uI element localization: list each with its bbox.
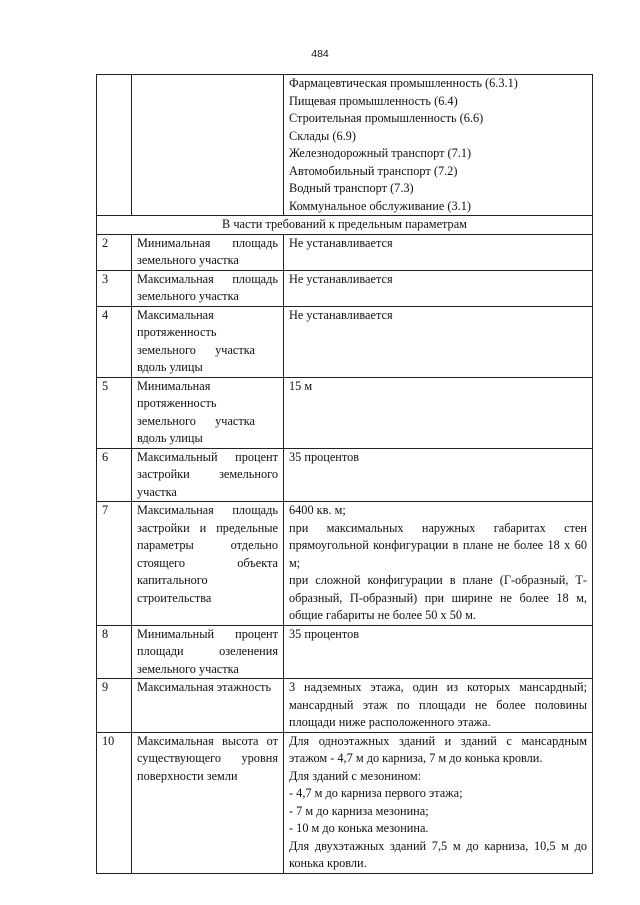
parameter-cell: Максимальная этажность: [132, 679, 284, 733]
value-cell: [284, 679, 593, 733]
table-row: [97, 270, 593, 306]
value-line: 35 процентов: [289, 626, 360, 641]
table-row: [97, 75, 593, 216]
parameter-cell: Минимальная протяженность земельного участка вдоль улицы: [132, 377, 284, 448]
value-line: Для двухэтажных зданий 7,5 м до карниза, 10,5 м до конька кровли.: [289, 838, 587, 870]
section-header-row: [97, 216, 593, 235]
list-item: Фармацевтическая промышленность (6.3.1): [289, 76, 518, 90]
permitted-uses-cell: [284, 75, 593, 216]
value-cell: [284, 306, 593, 377]
section-header: В части требований к предельным параметрам: [97, 216, 593, 235]
row-number-cell: 5: [97, 377, 132, 448]
value-line: Не устанавливается: [289, 271, 393, 286]
value-cell: [284, 625, 593, 679]
land-use-parameters-table: [96, 74, 593, 874]
list-item: Склады (6.9): [289, 128, 356, 143]
value-cell: [284, 270, 593, 306]
list-item: Строительная промышленность (6.6): [289, 111, 484, 125]
value-line: Для зданий с мезонином:: [289, 768, 422, 783]
row-number-cell: 7: [97, 502, 132, 626]
value-line: - 4,7 м до карниза первого этажа;: [289, 786, 463, 800]
value-line: Не устанавливается: [289, 235, 393, 250]
row-number-cell: [97, 75, 132, 216]
row-number-cell: 9: [97, 679, 132, 733]
parameter-cell: Максимальная высота от существующего уровня поверхности земли: [132, 732, 284, 873]
value-line: при сложной конфигурации в плане (Г-образный, Т-образный, П-образный) при ширине не более 18 м, общие габариты не более 50 х 50 м.: [289, 573, 587, 622]
row-number-cell: 2: [97, 234, 132, 270]
table-row: [97, 234, 593, 270]
value-line: Для одноэтажных зданий и зданий с мансардным этажом - 4,7 м до карниза, 7 м до конька кровли.: [289, 733, 587, 765]
row-number-cell: 4: [97, 306, 132, 377]
table-row: [97, 625, 593, 679]
list-item: Пищевая промышленность (6.4): [289, 93, 458, 108]
parameter-cell: Максимальная площадь земельного участка: [132, 270, 284, 306]
parameter-cell: [132, 75, 284, 216]
value-line: 15 м: [289, 378, 313, 393]
value-line: Не устанавливается: [289, 307, 393, 322]
list-item: Коммунальное обслуживание (3.1): [289, 198, 471, 213]
value-line: 6400 кв. м;: [289, 503, 346, 517]
row-number-cell: 3: [97, 270, 132, 306]
table-row: [97, 306, 593, 377]
parameter-cell: Минимальная площадь земельного участка: [132, 234, 284, 270]
row-number-cell: 6: [97, 448, 132, 502]
value-line: 3 надземных этажа, один из которых мансардный; мансардный этаж по площади не более половины площади ниже расположенного этажа.: [289, 680, 587, 729]
value-cell: [284, 377, 593, 448]
row-number-cell: 8: [97, 625, 132, 679]
value-line: - 10 м до конька мезонина.: [289, 821, 429, 835]
value-line: - 7 м до карниза мезонина;: [289, 803, 429, 818]
parameter-cell: Максимальная протяженность земельного участка вдоль улицы: [132, 306, 284, 377]
value-cell: [284, 234, 593, 270]
table-row: [97, 448, 593, 502]
value-cell: [284, 502, 593, 626]
row-number-cell: 10: [97, 732, 132, 873]
value-cell: [284, 732, 593, 873]
parameter-cell: Минимальный процент площади озеленения земельного участка: [132, 625, 284, 679]
table-row: [97, 732, 593, 873]
value-line: при максимальных наружных габаритах стен прямоугольной конфигурации в плане не более 18 х 60 м;: [289, 520, 587, 570]
page-number: 484: [311, 48, 329, 60]
list-item: Водный транспорт (7.3): [289, 181, 414, 195]
parameter-cell: Максимальная площадь застройки и предельные параметры отдельно стоящего объекта капитального строительства: [132, 502, 284, 626]
table-row: [97, 502, 593, 626]
table-row: [97, 679, 593, 733]
table-row: [97, 377, 593, 448]
value-line: 35 процентов: [289, 449, 360, 464]
value-cell: [284, 448, 593, 502]
list-item: Автомобильный транспорт (7.2): [289, 163, 458, 178]
parameter-cell: Максимальный процент застройки земельного участка: [132, 448, 284, 502]
list-item: Железнодорожный транспорт (7.1): [289, 146, 472, 160]
